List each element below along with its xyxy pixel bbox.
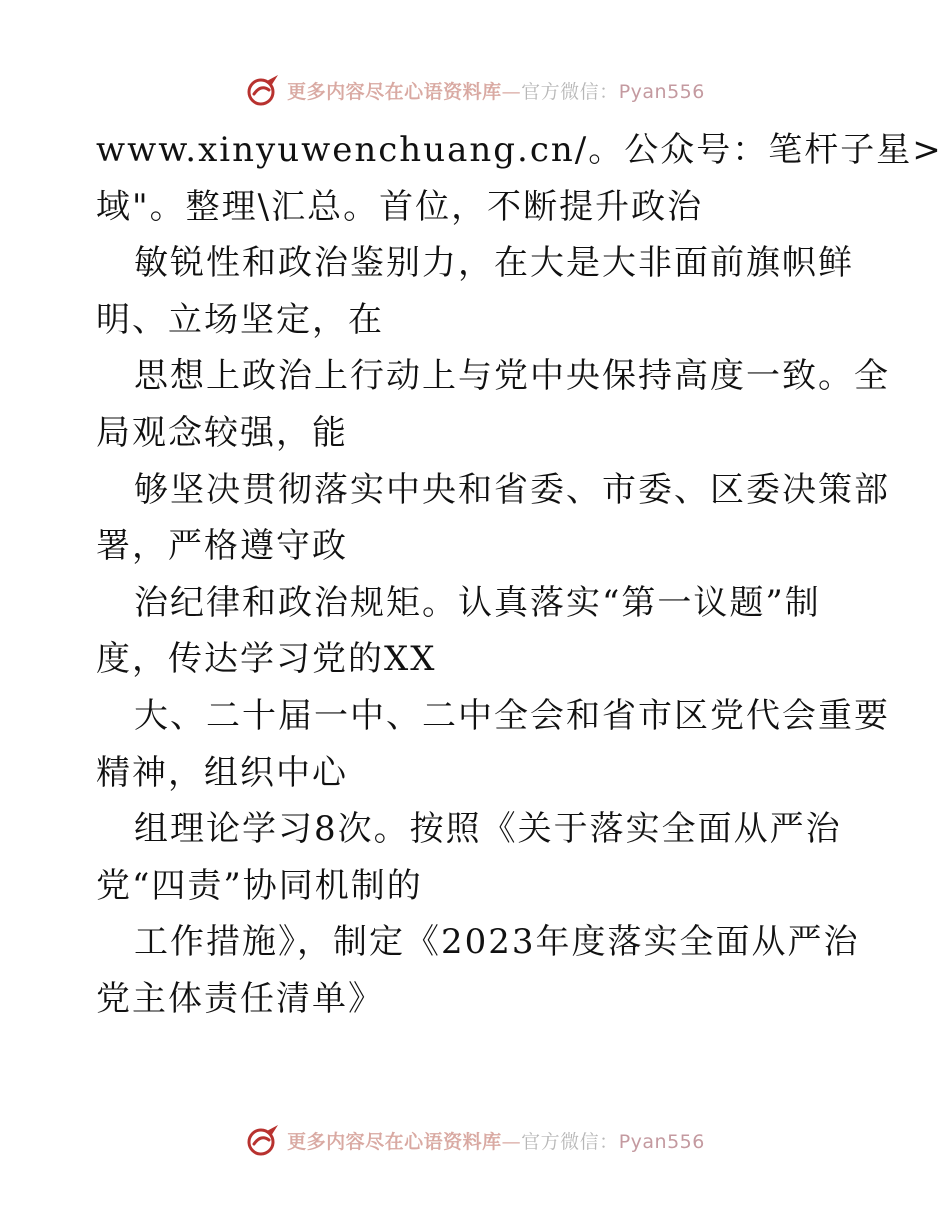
text-line: 思想上政治上行动上与党中央保持高度一致。全 xyxy=(134,356,890,397)
banner-dash: — xyxy=(501,1130,522,1153)
text-line: 工作措施》，制定《2023年度落实全面从严治 xyxy=(134,922,860,963)
text-line: 敏锐性和政治鉴别力，在大是大非面前旗帜鲜 xyxy=(134,243,854,284)
footer-banner xyxy=(0,1120,950,1160)
text-line: 组理论学习8次。按照《关于落实全面从严治 xyxy=(134,809,842,850)
banner-wechat-label: 官方微信： xyxy=(521,1130,619,1153)
document-body xyxy=(96,122,943,1028)
text-line: 明、立场坚定，在 xyxy=(96,299,384,340)
text-line: 度，传达学习党的XX xyxy=(96,639,437,680)
banner-wechat-id: Pyan556 xyxy=(618,80,705,103)
text-line: 精神，组织中心 xyxy=(96,752,348,793)
text-line: 域"。整理\汇总。首位，不断提升政治 xyxy=(96,186,704,227)
text-line: www.xinyuwenchuang.cn/。公众号：笔杆子星> xyxy=(96,130,943,170)
text-line: 够坚决贯彻落实中央和省委、市委、区委决策部 xyxy=(134,469,890,510)
banner-title: 更多内容尽在心语资料库 xyxy=(287,80,502,103)
text-line: 党主体责任清单》 xyxy=(96,978,384,1019)
brush-seal-icon xyxy=(245,1122,281,1158)
text-line: 大、二十届一中、二中全会和省市区党代会重要 xyxy=(134,695,890,736)
text-line: 局观念较强，能 xyxy=(96,412,348,453)
banner-wechat-label: 官方微信： xyxy=(521,80,619,103)
text-line: 党“四责”协同机制的 xyxy=(96,865,423,906)
text-line: 署，严格遵守政 xyxy=(96,526,348,567)
banner-wechat-id: Pyan556 xyxy=(618,1130,705,1153)
text-line: 治纪律和政治规矩。认真落实“第一议题”制 xyxy=(134,582,821,623)
banner-dash: — xyxy=(501,80,522,103)
banner-title: 更多内容尽在心语资料库 xyxy=(287,1130,502,1153)
brush-seal-icon xyxy=(245,72,281,108)
header-banner xyxy=(0,70,950,110)
